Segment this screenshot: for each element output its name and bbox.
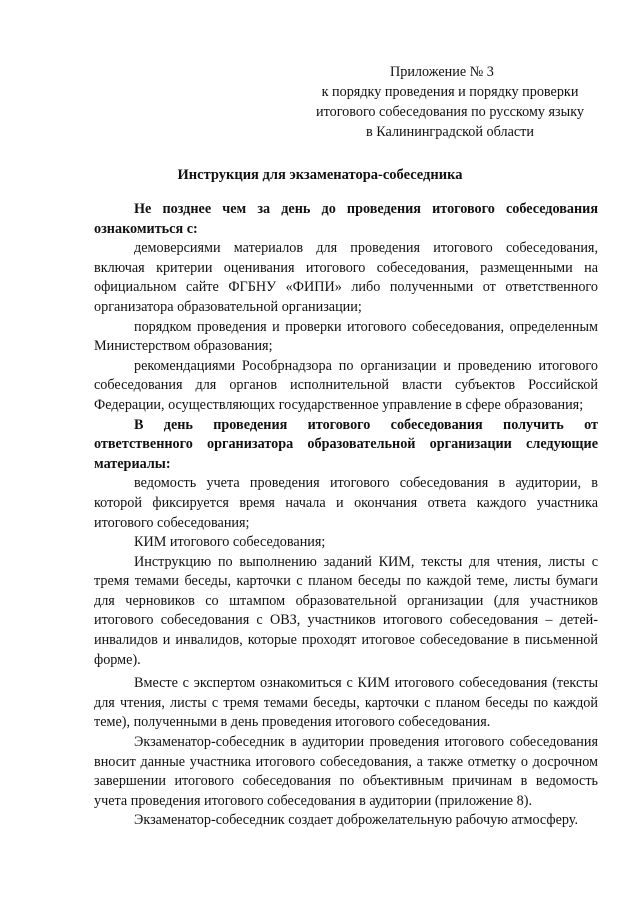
- paragraph-procedure: порядком проведения и проверки итогового собеседования, определенным Министерством образования;: [94, 318, 598, 355]
- paragraph-examiner-records: Экзаменатор-собеседник в аудитории проведения итогового собеседования вносит данные участника итогового собеседования, а также отметку о досрочном завершении итогового собеседования по объективным причинам в ведомость учета проведения итогового собеседования в аудитории (приложение 8).: [94, 734, 598, 809]
- paragraph-attendance-sheet: ведомость учета проведения итогового собеседования в аудитории, в которой фиксируется время начала и окончания ответа каждого участника итогового собеседования;: [94, 475, 598, 531]
- paragraph-demo-materials: демоверсиями материалов для проведения итогового собеседования, включая критерии оценивания итогового собеседования, размещенными на официальном сайте ФГБНУ «ФИПИ» либо полученными от ответственного организатора образовательной организации;: [94, 240, 598, 315]
- paragraph-instructions: Инструкцию по выполнению заданий КИМ, тексты для чтения, листы с тремя темами беседы, карточки с планом беседы по каждой теме, листы бумаги для черновиков со штампом образовательной организации (для участников итогового собеседования с ОВЗ, участников итогового собеседования – детей-инвалидов и инвалидов, которые проходят итоговое собеседование в письменной форме).: [94, 553, 598, 668]
- appendix-line-3: итогового собеседования по русскому языку: [316, 104, 584, 120]
- document-title: Инструкция для экзаменатора-собеседника: [177, 167, 463, 183]
- appendix-line-2: к порядку проведения и порядку проверки: [321, 84, 579, 100]
- appendix-header: [300, 62, 600, 142]
- paragraph-before-day-heading: Не позднее чем за день до проведения итогового собеседования ознакомиться с:: [94, 201, 598, 237]
- paragraph-kim: КИМ итогового собеседования;: [134, 534, 326, 551]
- appendix-line-4: в Калининградской области: [366, 124, 534, 140]
- paragraph-with-expert: Вместе с экспертом ознакомиться с КИМ итогового собеседования (тексты для чтения, листы с тремя темами беседы, карточки с планом беседы по каждой теме), полученными в день проведения итогового собеседования.: [94, 675, 598, 731]
- document-body: [94, 200, 598, 831]
- appendix-number: Приложение № 3: [390, 64, 494, 80]
- paragraph-recommendations: рекомендациями Рособрнадзора по организации и проведению итогового собеседования для органов исполнительной власти субъектов Российской Федерации, осуществляющих государственное управление в сфере образования;: [94, 357, 598, 413]
- paragraph-exam-day-heading: В день проведения итогового собеседования получить от ответственного организатора образовательной организации следующие материалы:: [94, 416, 598, 472]
- paragraph-atmosphere: Экзаменатор-собеседник создает доброжелательную рабочую атмосферу.: [134, 812, 579, 829]
